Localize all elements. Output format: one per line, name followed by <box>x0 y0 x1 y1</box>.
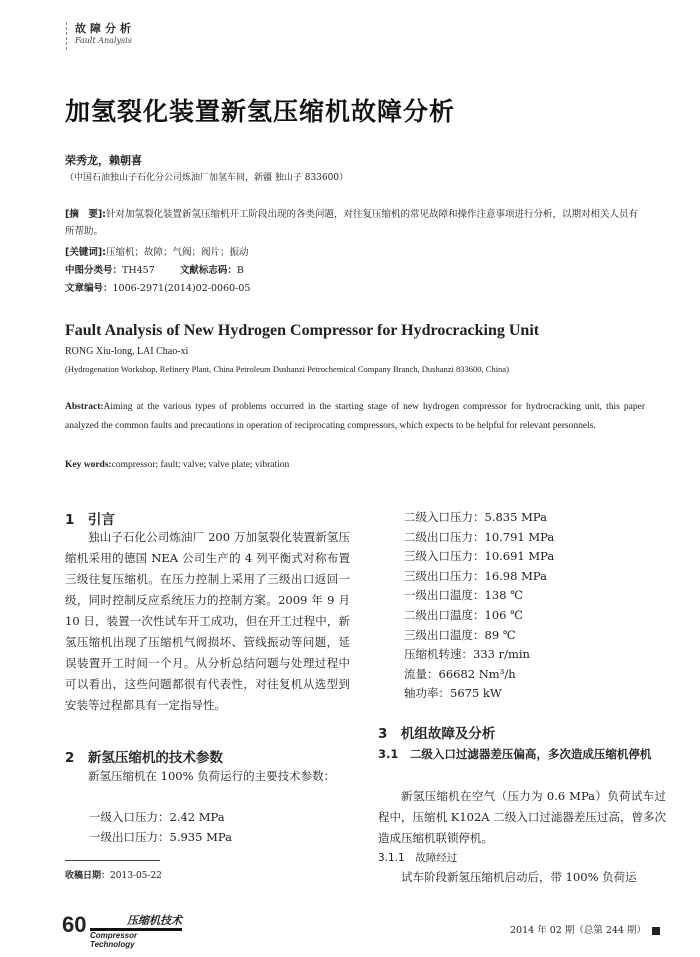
section-3-1-heading: 3.1 二级入口过滤器差压偏高，多次造成压缩机停机 <box>378 747 652 761</box>
section-1-body <box>65 527 350 716</box>
params-right <box>404 508 554 704</box>
section-3-1-paragraph: 新氢压缩机在空气（压力为 0.6 MPa）负荷试车过程中，压缩机 K102A 二级入口过滤器差压过高，曾多次造成压缩机联锁停机。 <box>378 789 666 845</box>
param-item: 一级出口压力：5.935 MPa <box>89 829 232 844</box>
journal-name-en: Compressor Technology <box>90 931 138 949</box>
english-keywords-text: compressor; fault; valve; valve plate; vibration <box>111 460 290 470</box>
section-3-1-1-body <box>378 867 666 888</box>
page-title: 加氢裂化装置新氢压缩机故障分析 <box>65 97 456 126</box>
english-abstract <box>65 398 645 436</box>
issue-info <box>510 922 660 936</box>
issue-text: 2014 年 02 期（总第 244 期） <box>510 925 646 936</box>
article-no-value: 1006-2971(2014)02-0060-05 <box>112 283 251 294</box>
params-left <box>89 808 232 847</box>
english-abstract-text: Aiming at the various types of problems occurred in the starting stage of new hydrogen compressor for hydrocracking unit, this paper analyzed the common faults and precautions in operation of reciprocating compressors, which expects to be helpful for relevant personnels. <box>65 402 645 431</box>
param-item: 二级出口温度：106 ℃ <box>404 607 523 622</box>
abstract-label: [摘 要]: <box>65 209 106 220</box>
keywords-cn <box>65 244 249 261</box>
english-title: Fault Analysis of New Hydrogen Compressor for Hydrocracking Unit <box>65 322 540 339</box>
param-item: 压缩机转速：333 r/min <box>404 647 530 662</box>
page-number: 60 <box>62 912 87 937</box>
section-3-1-body <box>378 786 666 849</box>
section-tag <box>75 20 135 45</box>
received-value: 2013-05-22 <box>110 871 162 881</box>
english-keywords <box>65 456 645 475</box>
end-marker <box>652 927 660 935</box>
english-affiliation: (Hydrogenation Workshop, Refinery Plant, China Petroleum Dushanzi Petrochemical Company Branch, Dushanzi 833600, China) <box>65 364 509 374</box>
keywords-label: [关键词]: <box>65 247 106 258</box>
param-item: 三级出口压力：16.98 MPa <box>404 568 547 583</box>
english-keywords-label: Key words: <box>65 460 112 470</box>
footnote-rule <box>65 860 160 861</box>
received-label: 收稿日期： <box>65 871 111 881</box>
received-date <box>65 868 162 881</box>
article-number <box>65 280 250 297</box>
param-item: 二级出口压力：10.791 MPa <box>404 529 555 544</box>
section-2-paragraph: 新氢压缩机在 100% 负荷运行的主要技术参数： <box>88 769 336 783</box>
english-abstract-label: Abstract: <box>65 402 104 412</box>
param-item: 轴功率：5675 kW <box>404 686 502 701</box>
journal-name-cn: 压缩机技术 <box>127 914 182 927</box>
classification-value: TH457 <box>122 265 155 276</box>
english-authors: RONG Xiu-long, LAI Chao-xi <box>65 346 189 357</box>
section-2-heading: 2 新氢压缩机的技术参数 <box>65 750 223 766</box>
param-item: 三级出口温度：89 ℃ <box>404 627 516 642</box>
classification <box>65 262 244 279</box>
section-3-1-1-paragraph: 试车阶段新氢压缩机启动后，带 100% 负荷运 <box>401 870 637 884</box>
section-name-cn: 故障分析 <box>75 22 135 35</box>
doc-code-value: B <box>236 265 244 276</box>
section-2-body <box>65 766 350 787</box>
header-rule <box>66 22 69 50</box>
section-3-heading: 3 机组故障及分析 <box>378 726 496 742</box>
param-item: 二级入口压力：5.835 MPa <box>404 510 547 524</box>
param-item: 流量：66682 Nm³/h <box>404 666 516 681</box>
param-item: 三级入口压力：10.691 MPa <box>404 549 555 564</box>
section-1-paragraph: 独山子石化公司炼油厂 200 万加氢裂化装置新氢压缩机采用的德国 NEA 公司生产的 4 列平衡式对称布置三级往复压缩机。在压力控制上采用了三级出口返回一级，同时控制反应系统压力的控制方案。2009 年 9 月 10 日，装置一次性试车开工成功，但在开工过程中，新氢压缩机出现了压缩机气阀损坏、管线振动等问题，延误装置开工时间一个月。从分析总结问题与处理过程中可以看出，这些问题都很有代表性，对往复机从选型到安装等过程都具有一定指导性。 <box>65 530 350 712</box>
section-3-1-1-heading: 3.1.1 故障经过 <box>378 852 458 864</box>
doc-code-label: 文献标志码： <box>179 265 237 276</box>
section-name-en: Fault Analysis <box>75 36 132 45</box>
section-1-heading: 1 引言 <box>65 512 115 528</box>
authors: 荣秀龙，赖朝喜 <box>65 154 142 167</box>
classification-label: 中图分类号： <box>65 265 123 276</box>
param-item: 一级出口温度：138 ℃ <box>404 588 523 603</box>
keywords-text: 压缩机；故障；气阀；阀片；振动 <box>105 247 249 258</box>
param-item: 一级入口压力：2.42 MPa <box>89 810 225 824</box>
abstract-text: 针对加氢裂化装置新氢压缩机开工阶段出现的各类问题，对往复压缩机的常见故障和操作注意事项进行分析，以期对相关人员有所帮助。 <box>65 209 638 237</box>
journal-logo <box>90 912 182 949</box>
article-no-label: 文章编号： <box>65 283 113 294</box>
abstract-cn <box>65 206 645 240</box>
affiliation: （中国石油独山子石化分公司炼油厂加氢车间，新疆 独山子 833600） <box>65 173 349 183</box>
